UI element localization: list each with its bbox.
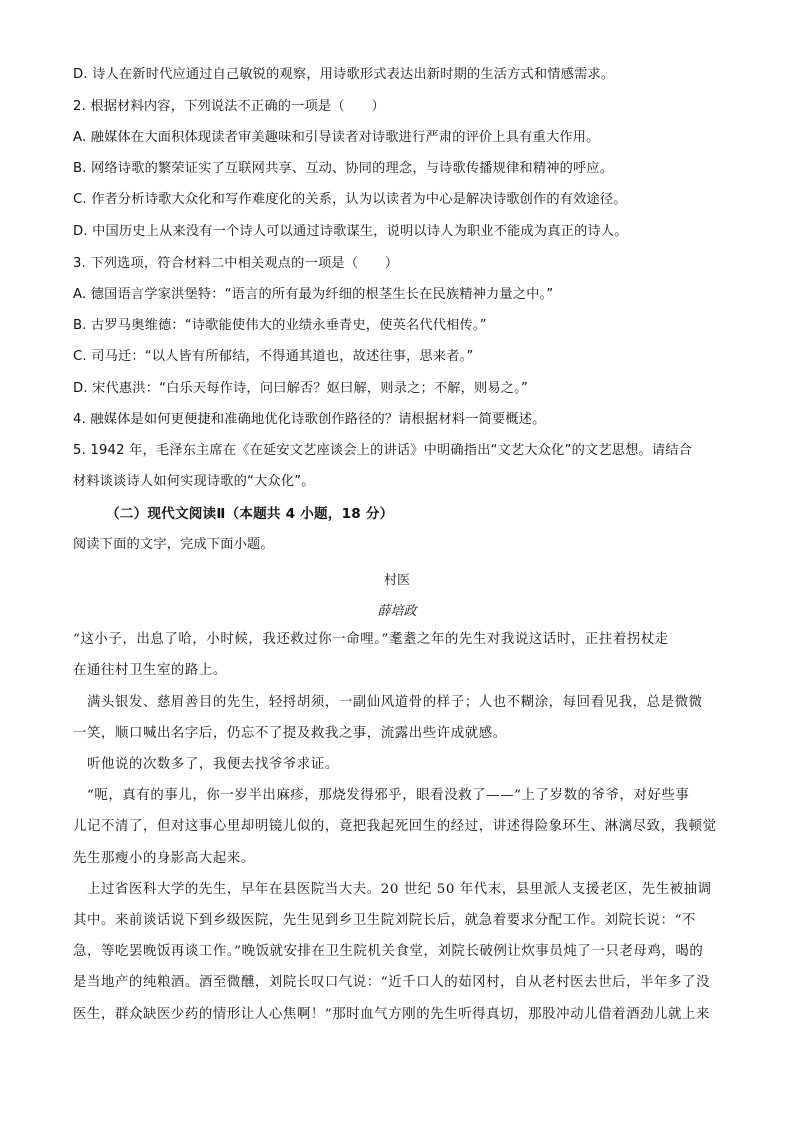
question-4: 4. 融媒体是如何更便捷和准确地优化诗歌创作路径的？请根据材料一简要概述。 — [73, 412, 546, 427]
story-title: 村医 — [383, 573, 410, 588]
instruction-text: 阅读下面的文字，完成下面小题。 — [73, 537, 274, 552]
story-line: 上过省医科大学的先生，早年在县医院当大夫。20 世纪 50 年代末，县里派人支援老区，先生被抽调 — [73, 882, 712, 897]
story-line: 在通往村卫生室的路上。 — [73, 663, 227, 678]
section-heading: （二）现代文阅读Ⅱ（本题共 4 小题，18 分） — [106, 506, 394, 522]
story-line: 医生，群众缺医少药的情形让人心焦啊！”那时血气方刚的先生听得真切，那股冲动儿借着酒劲儿就上来 — [73, 1007, 711, 1022]
story-line: 先生那瘦小的身影高大起来。 — [73, 851, 255, 866]
question-3: 3. 下列选项，符合材料二中相关观点的一项是（ ） — [73, 256, 399, 271]
story-author: 薛培政 — [377, 604, 417, 619]
option-c-q2: C. 作者分析诗歌大众化和写作难度化的关系，认为以读者为中心是解决诗歌创作的有效途径。 — [73, 192, 627, 207]
option-b-q2: B. 网络诗歌的繁荣证实了互联网共享、互动、协同的理念，与诗歌传播规律和精神的呼应。 — [73, 161, 614, 176]
story-line: 满头银发、慈眉善目的先生，轻捋胡须，一副仙风道骨的样子；人也不糊涂，每回看见我，总是微微 — [73, 695, 703, 710]
story-line: 一笑，顺口喊出名字后，仍忘不了提及救我之事，流露出些许成就感。 — [73, 726, 507, 741]
story-line: 是当地产的纯粮酒。酒至微醺，刘院长叹口气说：“近千口人的茹冈村，自从老村医去世后，半年多了没 — [73, 975, 711, 990]
story-line: “呃，真有的事儿，你一岁半出麻疹，那烧发得邪乎，眼看没救了——”上了岁数的爷爷，对好些事 — [73, 788, 690, 803]
question-2: 2. 根据材料内容，下列说法不正确的一项是（ ） — [73, 99, 385, 114]
story-line: “这小子，出息了哈，小时候，我还救过你一命哩。”耄耋之年的先生对我说这话时，正拄着拐杖走 — [73, 632, 669, 647]
story-line: 其中。来前谈话说下到乡级医院，先生见到乡卫生院刘院长后，就急着要求分配工作。刘院长说：“不 — [73, 913, 697, 928]
option-d-q2: D. 中国历史上从来没有一个诗人可以通过诗歌谋生，说明以诗人为职业不能成为真正的诗人。 — [73, 224, 628, 239]
question-5: 5. 1942 年，毛泽东主席在《在延安文艺座谈会上的讲话》中明确指出“文艺大众化”的文艺思想。请结合 — [73, 443, 693, 458]
question-5-cont: 材料谈谈诗人如何实现诗歌的“大众化”。 — [73, 474, 315, 489]
story-line: 急，等吃罢晚饭再谈工作。”晚饭就安排在卫生院机关食堂，刘院长破例让炊事员炖了一只老母鸡，喝的 — [73, 944, 704, 959]
option-a-q3: A. 德国语言学家洪堡特：“语言的所有最为纤细的根茎生长在民族精神力量之中。” — [73, 287, 554, 302]
option-d-q1: D. 诗人在新时代应通过自己敏锐的观察，用诗歌形式表达出新时期的生活方式和情感需求。 — [73, 67, 615, 82]
story-line: 儿记不清了，但对这事心里却明镜儿似的，竟把我起死回生的经过，讲述得险象环生、淋漓尽致，我顿觉 — [73, 819, 717, 834]
option-d-q3: D. 宋代惠洪：“白乐天每作诗，问曰解否？妪曰解，则录之；不解，则易之。” — [73, 381, 528, 396]
option-b-q3: B. 古罗马奥维德：“诗歌能使伟大的业绩永垂青史，使英名代代相传。” — [73, 318, 487, 333]
story-line: 听他说的次数多了，我便去找爷爷求证。 — [73, 757, 339, 772]
option-c-q3: C. 司马迁：“以人皆有所郁结，不得通其道也，故述往事，思来者。” — [73, 349, 474, 364]
option-a-q2: A. 融媒体在大面积体现读者审美趣味和引导读者对诗歌进行严肃的评价上具有重大作用。 — [73, 130, 600, 145]
